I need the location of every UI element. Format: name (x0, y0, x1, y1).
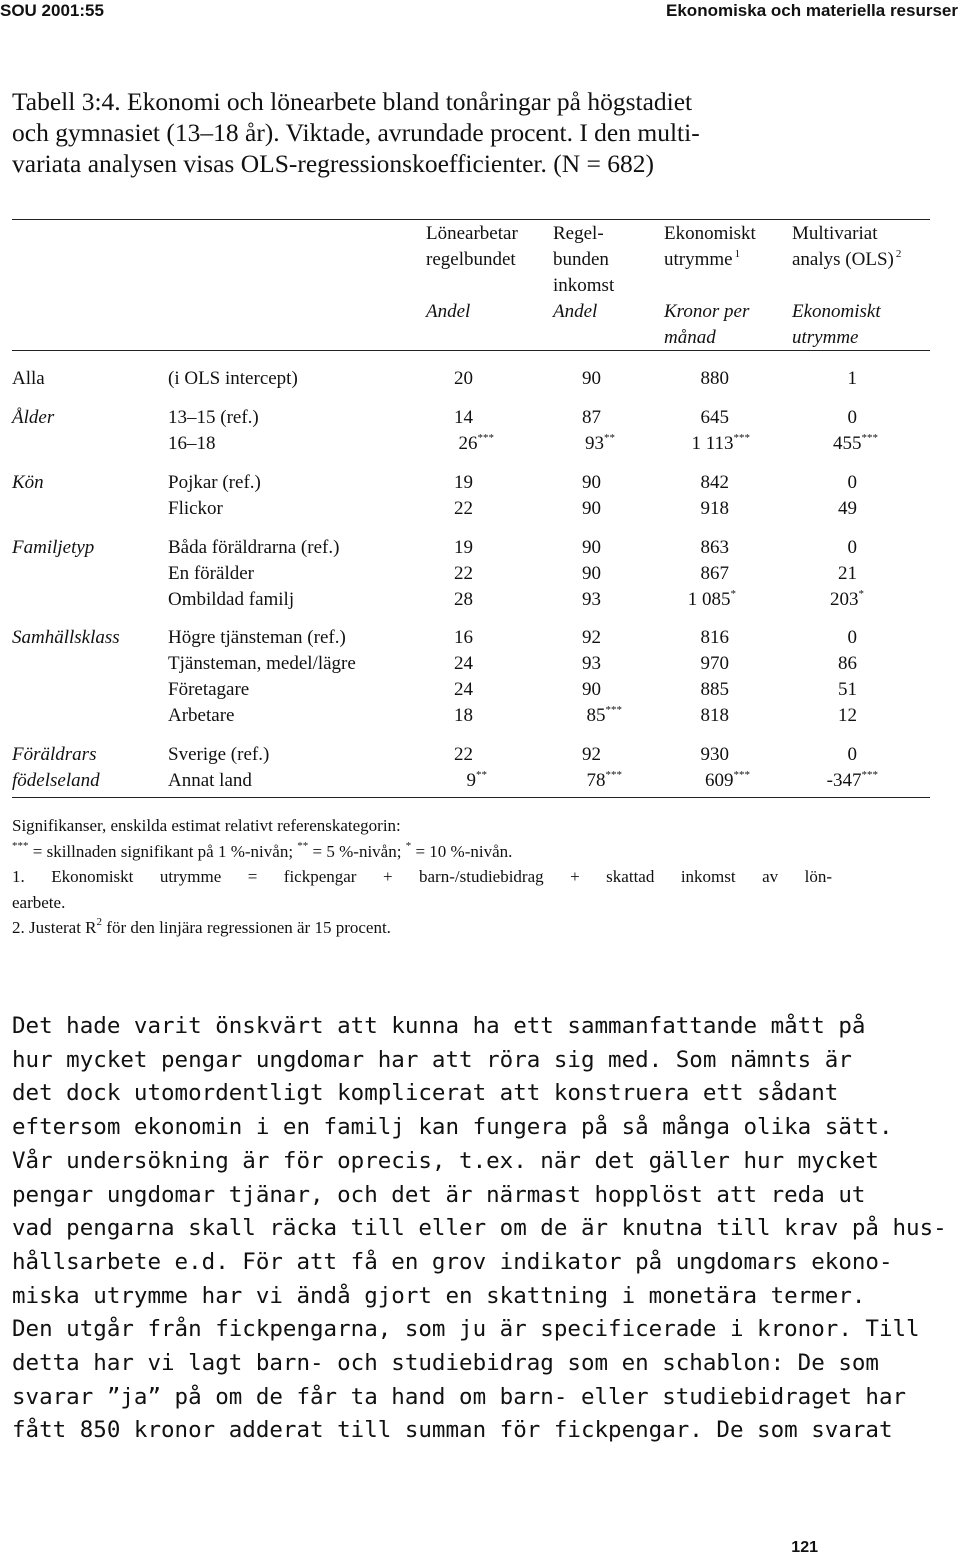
table-cell: 1 085* (687, 588, 736, 610)
report-number: SOU 2001:55 (0, 1, 104, 20)
table-cell: 85*** (586, 704, 622, 726)
table-cell: 92 (582, 627, 601, 648)
significance-marker: *** (861, 432, 878, 444)
column-header: Lönearbetar (426, 223, 518, 244)
table-cell: 21 (838, 563, 857, 584)
table-cell: 16 (454, 627, 473, 648)
table-cell: 12 (838, 705, 857, 726)
body-line: hur mycket pengar ungdomar har att röra sig med. Som nämnts är (12, 1046, 852, 1073)
table-cell: 20 (454, 368, 473, 389)
note-significance-intro: Signifikanser, enskilda estimat relativt referenskategorin: (12, 816, 401, 835)
table-cell: 455*** (833, 432, 878, 454)
table-caption (12, 86, 832, 179)
body-line: Det hade varit önskvärt att kunna ha ett sammanfattande mått på (12, 1013, 866, 1039)
table-cell: 0 (847, 744, 857, 765)
table-cell: 93 (582, 653, 601, 674)
row-label: Arbetare (168, 705, 235, 726)
table-cell: 87 (582, 407, 601, 428)
table-cell: 0 (847, 472, 857, 493)
table-cell: 90 (582, 563, 601, 584)
significance-marker: *** (605, 769, 622, 781)
table-cell: 609*** (705, 769, 750, 791)
column-header: regelbundet (426, 249, 516, 270)
table-cell: 18 (454, 705, 473, 726)
table-cell: 14 (454, 407, 473, 428)
column-unit: Andel (553, 301, 598, 322)
table-cell: 880 (700, 368, 729, 389)
table-cell: 93 (582, 589, 601, 610)
group-label: Kön (12, 472, 44, 493)
column-unit: månad (664, 327, 716, 348)
body-line: det dock utomordentligt komplicerat att konstruera ett sådant (12, 1080, 839, 1107)
table-cell: 930 (700, 744, 729, 765)
table-cell: 22 (454, 563, 473, 584)
table-cell: 867 (700, 563, 729, 584)
table-cell: 49 (838, 498, 857, 519)
significance-marker: *** (605, 704, 622, 716)
significance-marker: *** (861, 769, 878, 781)
table-cell: 885 (700, 679, 729, 700)
body-line: eftersom ekonomin i en familj kan fungera på så många olika sätt. (12, 1114, 893, 1141)
body-paragraph (12, 1010, 947, 1448)
significance-marker: ** (604, 432, 615, 444)
column-unit: Andel (426, 301, 471, 322)
table-cell: 645 (700, 407, 729, 428)
table-cell: 918 (700, 498, 729, 519)
row-label: Sverige (ref.) (168, 744, 270, 765)
significance-marker: * (858, 588, 864, 600)
table-cell: 0 (847, 407, 857, 428)
column-header: bunden (553, 249, 609, 270)
row-label: Båda föräldrarna (ref.) (168, 537, 340, 558)
note-1: 1. Ekonomiskt utrymme = fickpengar + barn-/studiebidrag + skattad inkomst av lön- (12, 867, 832, 886)
table-top-rule (12, 219, 930, 220)
body-line: Den utgår från fickpengarna, som ju är specificerade i kronor. Till (12, 1316, 920, 1343)
table-cell: 22 (454, 498, 473, 519)
row-label: Högre tjänsteman (ref.) (168, 627, 346, 648)
table-cell: 90 (582, 498, 601, 519)
body-line: Vår undersökning är för oprecis, t.ex. när det gäller hur mycket (12, 1147, 879, 1174)
caption-line: Tabell 3:4. Ekonomi och lönearbete bland tonåringar på högstadiet (12, 87, 693, 116)
table-cell: 22 (454, 744, 473, 765)
body-line: hållsarbete e.d. För att få en grov indikator på ungdomars ekono- (12, 1248, 893, 1275)
table-cell: 90 (582, 472, 601, 493)
body-line: miska utrymme har vi ändå gjort en skattning i monetära termer. (12, 1282, 866, 1309)
body-line: svarar ”ja” på om de får ta hand om barn- eller studiebidraget har (12, 1383, 907, 1410)
row-label: Ombildad familj (168, 589, 295, 610)
table-cell: 0 (847, 537, 857, 558)
table-cell: 19 (454, 472, 473, 493)
table-cell: 93** (585, 432, 615, 454)
group-label: Föräldrars (12, 744, 97, 765)
table-cell: 816 (700, 627, 729, 648)
body-line: detta har vi lagt barn- och studiebidrag som en schablon: De som (12, 1350, 879, 1377)
column-header: utrymme $^1$ (664, 248, 741, 270)
column-unit: Kronor per (664, 301, 750, 322)
table-cell: 24 (454, 679, 473, 700)
column-header: Ekonomiskt (664, 223, 756, 244)
column-unit: Ekonomiskt (792, 301, 881, 322)
page-number: 121 (791, 1539, 818, 1556)
table-cell: 78*** (586, 769, 622, 791)
caption-line: variata analysen visas OLS-regressionskoefficienter. (N = 682) (12, 149, 655, 178)
significance-marker: *** (477, 432, 494, 444)
table-cell: 90 (582, 537, 601, 558)
footnote-marker: 1 (734, 248, 741, 260)
table-cell: 203* (830, 588, 864, 610)
row-label: 13–15 (ref.) (168, 407, 259, 428)
column-unit: utrymme (792, 327, 859, 348)
column-header: inkomst (553, 275, 615, 296)
table-cell: 51 (838, 679, 857, 700)
table-cell: 26*** (458, 432, 494, 454)
table-cell: 86 (838, 653, 857, 674)
group-label: Samhällsklass (12, 627, 120, 648)
table-cell: 863 (700, 537, 729, 558)
group-label: Ålder (12, 407, 55, 428)
significance-marker: *** (733, 769, 750, 781)
table-cell: 90 (582, 679, 601, 700)
table-cell: 842 (700, 472, 729, 493)
table-cell: 818 (700, 705, 729, 726)
row-label: Pojkar (ref.) (168, 472, 261, 493)
note-1-cont: earbete. (12, 892, 66, 912)
row-label: Flickor (168, 498, 223, 519)
table-notes (12, 813, 832, 941)
chapter-title: Ekonomiska och materiella resurser (666, 1, 958, 20)
footnote-marker: 2 (895, 248, 902, 260)
column-header: analys (OLS) $^2$ (792, 248, 902, 270)
row-label: En förälder (168, 563, 254, 584)
significance-marker: * (730, 588, 736, 600)
table-cell: 0 (847, 627, 857, 648)
running-header (0, 0, 960, 24)
column-header: Multivariat (792, 223, 878, 244)
note-2: 2. Justerat $R^2$ för den linjära regressionen är 15 procent. (12, 916, 391, 937)
body-line: pengar ungdomar tjänar, och det är närmast hopplöst att reda ut (12, 1181, 866, 1208)
row-label: Annat land (168, 770, 252, 791)
caption-line: och gymnasiet (13–18 år). Viktade, avrundade procent. I den multi- (12, 118, 700, 147)
group-label: Familjetyp (12, 537, 95, 558)
body-line: fått 850 kronor adderat till summan för fickpengar. De som svarat (12, 1417, 893, 1444)
group-label: Alla (12, 368, 45, 389)
table-cell: 970 (700, 653, 729, 674)
note-significance-levels: *** = skillnaden signifikant på 1 %-nivån; ** = 5 %-nivån; * = 10 %-nivån. (12, 839, 513, 861)
group-label: födelseland (12, 770, 100, 791)
table-cell: -347*** (826, 769, 878, 791)
table-cell: 28 (454, 589, 473, 610)
table-cell: 24 (454, 653, 473, 674)
row-label: 16–18 (168, 433, 216, 454)
body-line: vad pengarna skall räcka till eller om de är knutna till krav på hus- (12, 1215, 947, 1242)
table-cell: 92 (582, 744, 601, 765)
row-label: (i OLS intercept) (168, 368, 298, 389)
column-header: Regel- (553, 223, 604, 244)
table-cell: 1 113*** (691, 432, 750, 454)
table-cell: 90 (582, 368, 601, 389)
row-label: Tjänsteman, medel/lägre (168, 653, 356, 674)
significance-marker: *** (733, 432, 750, 444)
row-label: Företagare (168, 679, 250, 700)
significance-marker: ** (476, 769, 487, 781)
table-cell: 19 (454, 537, 473, 558)
table-cell: 9** (466, 769, 487, 791)
table-bottom-rule (12, 797, 930, 798)
table-cell: 1 (847, 368, 857, 389)
